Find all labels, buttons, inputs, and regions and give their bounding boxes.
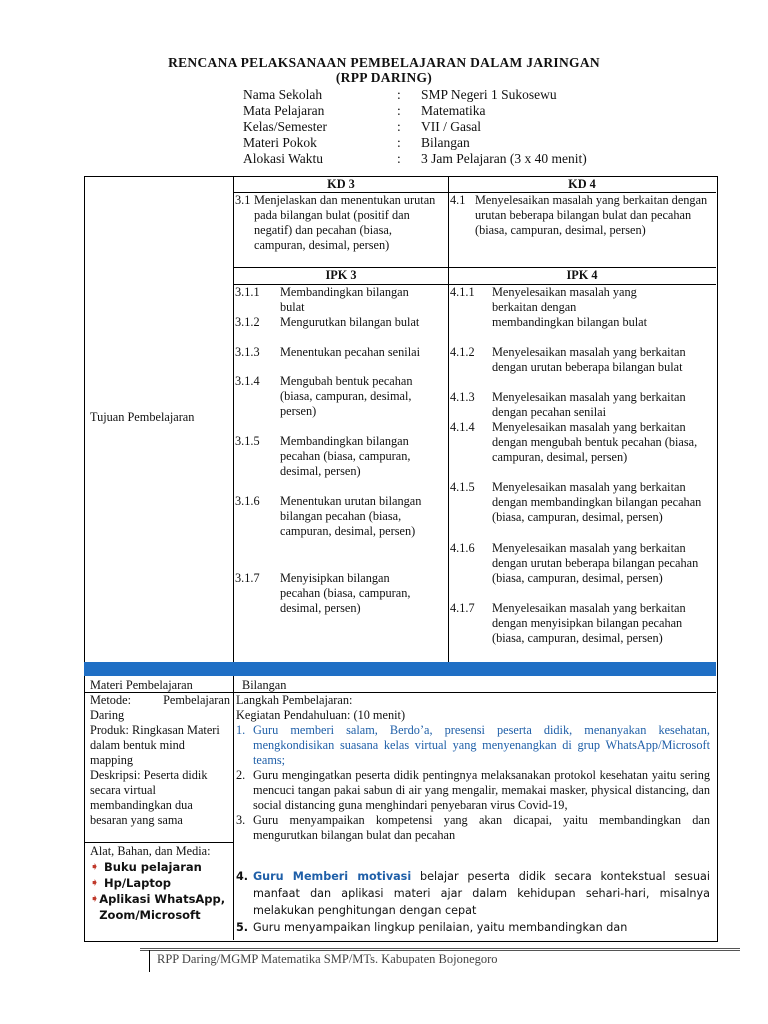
step-text: Guru menyampaikan lingkup penilaian, yaitu membandingkan dan (253, 921, 628, 934)
arrow-bullet-icon: ➧ (90, 876, 100, 889)
alat-title: Alat, Bahan, dan Media: (90, 844, 211, 858)
table-divider (448, 176, 449, 662)
ipk-number: 4.1.6 (450, 541, 475, 555)
list-item (235, 285, 431, 315)
ipk-text: Menyisipkan bilangan pecahan (biasa, campuran, desimal, persen) (280, 571, 411, 615)
ipk-text: Menentukan pecahan senilai (280, 345, 420, 359)
ipk-text: Menyelesaikan masalah yang berkaitan dengan mengubah bentuk pecahan (biasa, campuran, desimal, persen) (492, 420, 698, 464)
document-subtitle: (RPP DARING) (335, 70, 433, 85)
langkah-section (236, 693, 710, 843)
tujuan-label: Tujuan Pembelajaran (90, 410, 195, 424)
ipk-text: Menyelesaikan masalah yang berkaitan dengan pecahan senilai (492, 390, 686, 419)
step-number: 4. (236, 870, 249, 883)
step-item (236, 813, 710, 843)
kd3-content (235, 193, 444, 253)
kd4-text: Menyelesaikan masalah yang berkaitan dengan urutan beberapa bilangan bulat dan pecahan (biasa, campuran, desimal, persen) (475, 193, 708, 237)
list-item (235, 315, 431, 345)
ipk-number: 3.1.2 (235, 315, 260, 329)
kd3-text: Menjelaskan dan menentukan urutan pada bilangan bulat (positif dan negatif) dan pecahan (biasa, campuran, desimal, persen) (254, 193, 436, 252)
list-item (235, 345, 431, 374)
ipk4-list (450, 285, 712, 661)
info-value: Bilangan (421, 135, 470, 150)
info-value: SMP Negeri 1 Sukosewu (421, 87, 557, 102)
arrow-bullet-icon: ➧ (90, 892, 100, 905)
info-value: VII / Gasal (421, 119, 481, 134)
list-item (450, 345, 712, 390)
info-row-topic (243, 135, 587, 151)
alat-item-label: Hp/Laptop (104, 876, 172, 890)
ipk-number: 3.1.3 (235, 345, 260, 359)
ipk4-header: IPK 4 (566, 268, 598, 282)
produk-text: Produk: Ringkasan Materi dalam bentuk mind mapping (90, 723, 220, 767)
metode-text: Metode: Pembelajaran Daring (90, 693, 230, 722)
info-label: Materi Pokok (243, 135, 317, 150)
step-text (253, 868, 710, 919)
footer-divider (140, 948, 740, 951)
step-item-4 (236, 868, 710, 936)
step-number: 2. (236, 768, 246, 782)
ipk-text: Mengubah bentuk pecahan (biasa, campuran, desimal, persen) (280, 374, 413, 418)
ipk3-list (235, 285, 431, 631)
metode-info (90, 693, 230, 828)
document-title: RENCANA PELAKSANAAN PEMBELAJARAN DALAM JARINGAN (168, 55, 600, 70)
ipk-number: 4.1.7 (450, 601, 475, 615)
step-text: Guru menyampaikan kompetensi yang akan dicapai, yaitu membandingkan dan mengurutkan bilangan bulat dan pecahan (253, 813, 710, 842)
kd4-number: 4.1 (450, 193, 466, 207)
step-item (236, 919, 710, 936)
list-item (450, 285, 712, 345)
ipk-text: Menentukan urutan bilangan bilangan pecahan (biasa, campuran, desimal, persen) (280, 494, 422, 538)
list-item (450, 541, 712, 601)
alat-item (90, 891, 232, 923)
table-divider (233, 176, 234, 662)
ipk3-header: IPK 3 (325, 268, 357, 282)
ipk-number: 4.1.1 (450, 285, 475, 299)
arrow-bullet-icon: ➧ (90, 860, 100, 873)
list-item (450, 601, 712, 661)
list-item (235, 434, 431, 494)
info-value: 3 Jam Pelajaran (3 x 40 menit) (421, 151, 587, 166)
step-number: 5. (236, 921, 249, 934)
materi-value: Bilangan (242, 678, 287, 692)
info-colon: : (397, 87, 401, 102)
footer-bar (149, 950, 150, 972)
list-item (235, 494, 431, 571)
info-row-school (243, 87, 587, 103)
step-text: Guru mengingatkan peserta didik pentingnya melaksanakan protokol kesehatan yaitu sering mencuci tangan pakai sabun di air yang mengalir, memakai masker, physical distancing, dan social distancing guna menghindari penyebaran virus Covid-19, (253, 768, 710, 812)
section-separator-bar (84, 662, 716, 676)
step-item (236, 723, 710, 768)
langkah-title: Langkah Pembelajaran: (236, 693, 353, 707)
step-highlight: Guru Memberi motivasi (253, 870, 412, 883)
table-divider (233, 676, 234, 940)
ipk-text: Menyelesaikan masalah yang berkaitan dengan urutan beberapa bilangan bulat (492, 345, 686, 374)
ipk-text: Menyelesaikan masalah yang berkaitan dengan urutan beberapa bilangan pecahan (biasa, campuran, desimal, persen) (492, 541, 699, 585)
ipk-number: 3.1.1 (235, 285, 260, 299)
step-text: Guru memberi salam, Berdo’a, presensi peserta didik, menanyakan kesehatan, mengkondisikan suasana kelas virtual yang menyenangkan di grup WhatsApp/Microsoft teams; (253, 723, 710, 767)
info-row-time (243, 151, 587, 167)
alat-item (90, 875, 232, 891)
alat-item-label: Buku pelajaran (104, 860, 202, 874)
ipk-text: Membandingkan bilangan bulat (280, 285, 409, 314)
ipk-text: Mengurutkan bilangan bulat (280, 315, 420, 329)
info-row-subject (243, 103, 587, 119)
ipk-number: 3.1.4 (235, 374, 260, 388)
alat-section (90, 844, 232, 923)
step-rest: belajar peserta didik secara kontekstual sesuai manfaat dan aplikasi materi ajar dalam kehidupan sehari-hari, misalnya melakukan penghitungan dengan cepat (253, 870, 710, 917)
list-item (450, 390, 712, 420)
table-divider (84, 842, 234, 843)
kd4-content (450, 193, 710, 238)
page-footer: RPP Daring/MGMP Matematika SMP/MTs. Kabupaten Bojonegoro (157, 952, 498, 966)
list-item (235, 374, 431, 434)
step-number: 3. (236, 813, 246, 827)
ipk-number: 3.1.7 (235, 571, 260, 585)
list-item (235, 571, 431, 631)
ipk-text: Menyelesaikan masalah yang berkaitan dengan membandingkan bilangan pecahan (biasa, campuran, desimal, persen) (492, 480, 702, 524)
info-label: Mata Pelajaran (243, 103, 325, 118)
info-label: Alokasi Waktu (243, 151, 324, 166)
alat-item-label: Aplikasi WhatsApp, Zoom/Microsoft (99, 892, 226, 922)
info-colon: : (397, 103, 401, 118)
info-colon: : (397, 119, 401, 134)
list-item (450, 480, 712, 541)
ipk-number: 4.1.3 (450, 390, 475, 404)
deskripsi-text: Deskripsi: Peserta didik secara virtual membandingkan dua besaran yang sama (90, 768, 208, 827)
kd3-number: 3.1 (235, 193, 251, 207)
materi-label: Materi Pembelajaran (90, 678, 193, 692)
kd4-header: KD 4 (568, 177, 596, 191)
step-item (236, 868, 710, 919)
info-value: Matematika (421, 103, 486, 118)
step-number: 1. (236, 723, 246, 737)
info-row-class (243, 119, 587, 135)
ipk-number: 4.1.5 (450, 480, 475, 494)
step-item (236, 768, 710, 813)
alat-item (90, 859, 232, 875)
kd3-header: KD 3 (327, 177, 355, 191)
ipk-number: 4.1.2 (450, 345, 475, 359)
info-colon: : (397, 135, 401, 150)
ipk-text: Membandingkan bilangan pecahan (biasa, campuran, desimal, persen) (280, 434, 411, 478)
ipk-text: Menyelesaikan masalah yang berkaitan dengan membandingkan bilangan bulat (492, 285, 648, 329)
info-label: Nama Sekolah (243, 87, 323, 102)
info-colon: : (397, 151, 401, 166)
ipk-text: Menyelesaikan masalah yang berkaitan dengan menyisipkan bilangan pecahan (biasa, campuran, desimal, persen) (492, 601, 686, 645)
ipk-number: 3.1.5 (235, 434, 260, 448)
info-label: Kelas/Semester (243, 119, 327, 134)
ipk-number: 3.1.6 (235, 494, 260, 508)
list-item (450, 420, 712, 480)
ipk-number: 4.1.4 (450, 420, 475, 434)
kegiatan-title: Kegiatan Pendahuluan: (10 menit) (236, 708, 406, 722)
identity-block (243, 87, 587, 167)
